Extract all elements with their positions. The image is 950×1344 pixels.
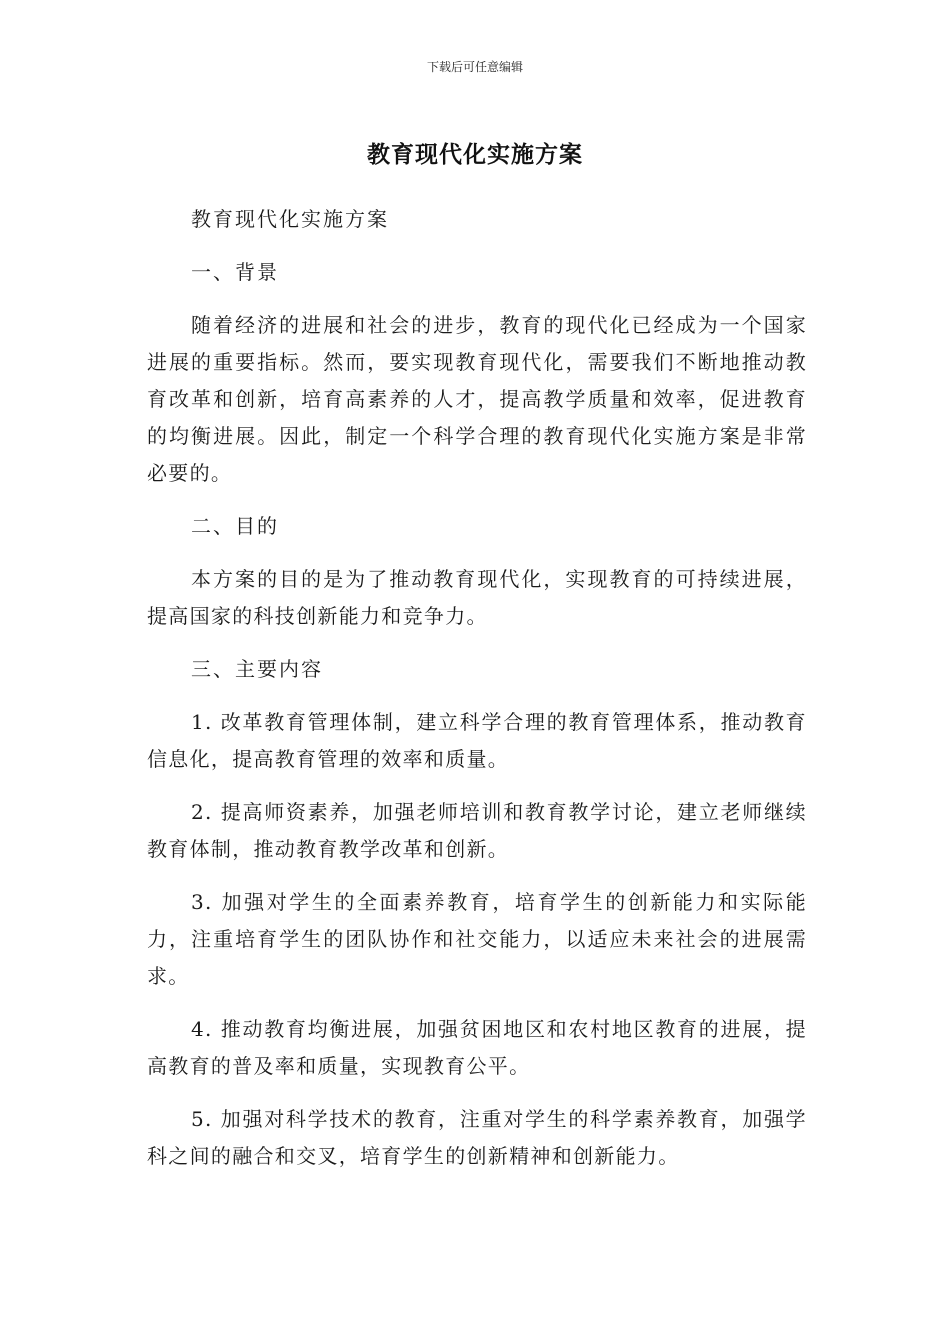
- section-heading-purpose: 二、目的: [191, 514, 279, 538]
- list-item: 4. 推动教育均衡进展，加强贫困地区和农村地区教育的进展，提高教育的普及率和质量，实现教育公平。: [147, 1017, 807, 1078]
- header-note: 下载后可任意编辑: [426, 60, 523, 74]
- section-text-purpose: 本方案的目的是为了推动教育现代化，实现教育的可持续进展，提高国家的科技创新能力和竞争力。: [147, 567, 807, 628]
- document-subtitle: 教育现代化实施方案: [191, 207, 389, 231]
- list-item: 2. 提高师资素养，加强老师培训和教育教学讨论，建立老师继续教育体制，推动教育教学改革和创新。: [147, 800, 807, 861]
- list-item: 1. 改革教育管理体制，建立科学合理的教育管理体系，推动教育信息化，提高教育管理的效率和质量。: [147, 710, 807, 771]
- document-title: 教育现代化实施方案: [367, 142, 583, 168]
- section-heading-background: 一、背景: [191, 260, 279, 284]
- section-heading-content: 三、主要内容: [191, 657, 323, 681]
- list-item: 3. 加强对学生的全面素养教育，培育学生的创新能力和实际能力，注重培育学生的团队协作和社交能力，以适应未来社会的进展需求。: [147, 890, 807, 988]
- document-body: [147, 201, 807, 1191]
- list-item: 5. 加强对科学技术的教育，注重对学生的科学素养教育，加强学科之间的融合和交叉，培育学生的创新精神和创新能力。: [147, 1107, 807, 1168]
- section-text-background: 随着经济的进展和社会的进步，教育的现代化已经成为一个国家进展的重要指标。然而，要实现教育现代化，需要我们不断地推动教育改革和创新，培育高素养的人才，提高教学质量和效率，促进教育的均衡进展。因此，制定一个科学合理的教育现代化实施方案是非常必要的。: [147, 313, 807, 485]
